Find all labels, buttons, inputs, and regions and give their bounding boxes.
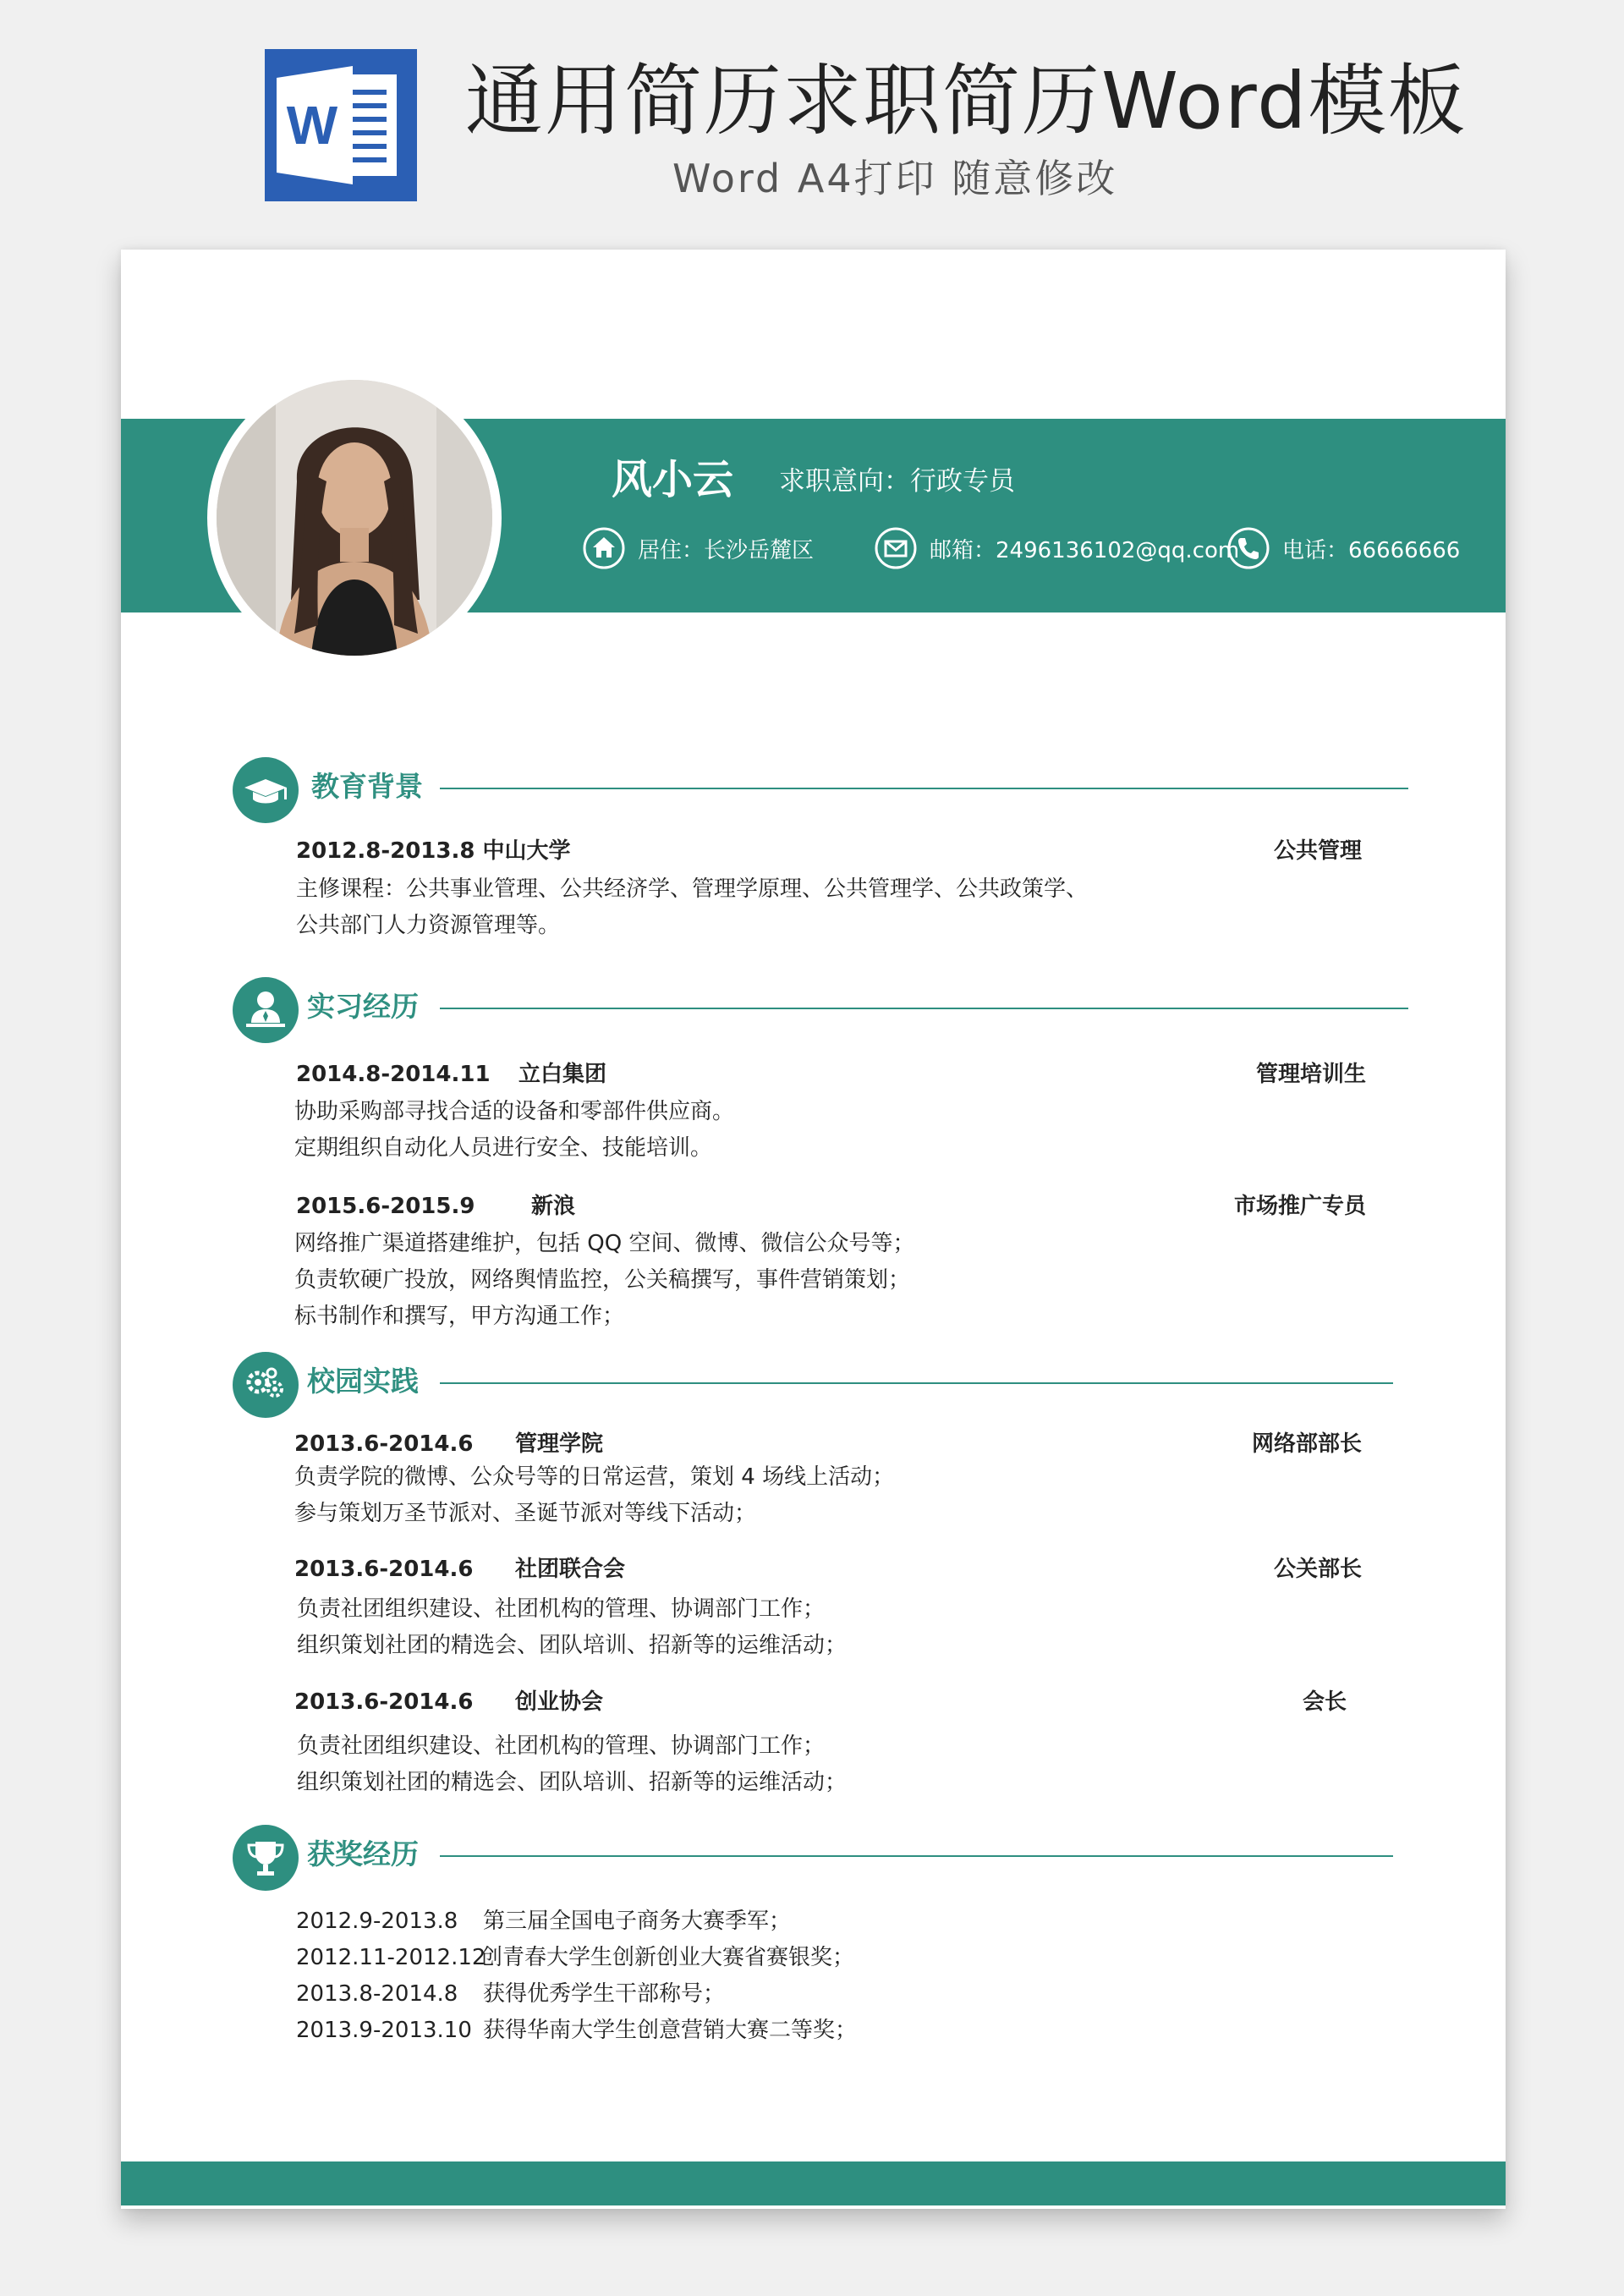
campus-period: 2013.6-2014.6 xyxy=(294,1431,474,1457)
phone-text: 电话：66666666 xyxy=(1282,537,1461,563)
internship-line: 网络推广渠道搭建维护，包括 QQ 空间、微博、微信公众号等； xyxy=(294,1231,915,1256)
award-desc: 第三届全国电子商务大赛季军； xyxy=(483,1909,792,1934)
section-divider xyxy=(440,1855,1393,1857)
award-period: 2012.11-2012.12 xyxy=(296,1945,486,1970)
campus-line: 负责社团组织建设、社团机构的管理、协调部门工作； xyxy=(297,1596,826,1622)
internship-line: 负责软硬广投放，网络舆情监控，公关稿撰写，事件营销策划； xyxy=(294,1267,911,1293)
award-period: 2013.8-2014.8 xyxy=(296,1981,458,2007)
job-intent: 求职意向：行政专员 xyxy=(779,466,1015,497)
internship-period: 2014.8-2014.11 xyxy=(296,1062,491,1087)
award-desc: 获得华南大学生创意营销大赛二等奖； xyxy=(483,2018,858,2043)
email-icon xyxy=(874,526,918,570)
footer-band xyxy=(121,2161,1506,2205)
campus-role: 会长 xyxy=(1302,1689,1347,1715)
campus-role: 公关部长 xyxy=(1273,1557,1362,1582)
campus-role: 网络部部长 xyxy=(1251,1431,1362,1457)
internship-role: 管理培训生 xyxy=(1255,1062,1366,1087)
contact-address xyxy=(582,525,814,572)
email-text[interactable]: 邮箱：2496136102@qq.com xyxy=(930,537,1240,563)
campus-line: 组织策划社团的精选会、团队培训、招新等的运维活动； xyxy=(297,1770,848,1795)
banner-subtitle: Word A4打印 随意修改 xyxy=(672,156,1118,201)
internship-org: 立白集团 xyxy=(518,1062,607,1087)
internship-org: 新浪 xyxy=(531,1194,576,1219)
address-text: 居住：长沙岳麓区 xyxy=(638,537,815,563)
word-logo-letter: W xyxy=(286,95,338,156)
campus-line: 参与策划万圣节派对、圣诞节派对等线下活动； xyxy=(294,1501,757,1526)
award-desc: 创青春大学生创新创业大赛省赛银奖； xyxy=(480,1945,855,1970)
award-period: 2013.9-2013.10 xyxy=(296,2018,472,2043)
internship-line: 协助采购部寻找合适的设备和零部件供应商。 xyxy=(294,1099,735,1124)
internship-role: 市场推广专员 xyxy=(1233,1194,1366,1219)
campus-org: 管理学院 xyxy=(515,1431,604,1457)
section-divider xyxy=(440,1008,1408,1009)
award-desc: 获得优秀学生干部称号； xyxy=(483,1981,726,2007)
phone-icon xyxy=(1226,526,1270,570)
internship-line: 定期组织自动化人员进行安全、技能培训。 xyxy=(294,1135,713,1161)
section-title-internship: 实习经历 xyxy=(307,990,419,1023)
education-courses-line: 公共部门人力资源管理等。 xyxy=(296,913,561,938)
resume-page xyxy=(121,250,1506,2209)
campus-period: 2013.6-2014.6 xyxy=(294,1557,474,1582)
internship-period: 2015.6-2015.9 xyxy=(296,1194,475,1219)
education-period-school: 2012.8-2013.8 中山大学 xyxy=(296,838,571,864)
home-icon xyxy=(582,526,626,570)
campus-org: 社团联合会 xyxy=(515,1557,626,1582)
profile-photo xyxy=(217,380,492,656)
contact-phone xyxy=(1226,525,1460,572)
person-icon xyxy=(233,977,299,1043)
campus-org: 创业协会 xyxy=(515,1689,604,1715)
contact-email[interactable] xyxy=(874,525,1239,572)
trophy-icon xyxy=(233,1825,299,1891)
internship-line: 标书制作和撰写，甲方沟通工作； xyxy=(294,1304,625,1329)
banner-title: 通用简历求职简历Word模板 xyxy=(465,56,1468,146)
section-title-campus: 校园实践 xyxy=(307,1365,419,1398)
campus-period: 2013.6-2014.6 xyxy=(294,1689,474,1715)
campus-line: 负责社团组织建设、社团机构的管理、协调部门工作； xyxy=(297,1733,826,1759)
campus-line: 负责学院的微博、公众号等的日常运营，策划 4 场线上活动； xyxy=(294,1464,895,1490)
graduation-cap-icon xyxy=(233,757,299,823)
award-period: 2012.9-2013.8 xyxy=(296,1909,458,1934)
section-title-awards: 获奖经历 xyxy=(307,1837,419,1870)
section-title-education: 教育背景 xyxy=(311,770,423,803)
campus-line: 组织策划社团的精选会、团队培训、招新等的运维活动； xyxy=(297,1633,848,1658)
section-divider xyxy=(440,1382,1393,1384)
section-divider xyxy=(440,788,1408,789)
gears-icon xyxy=(233,1352,299,1418)
candidate-name: 风小云 xyxy=(612,456,734,503)
word-logo-icon xyxy=(265,49,417,201)
education-courses-line: 主修课程：公共事业管理、公共经济学、管理学原理、公共管理学、公共政策学、 xyxy=(296,876,1089,902)
education-major: 公共管理 xyxy=(1273,838,1362,864)
